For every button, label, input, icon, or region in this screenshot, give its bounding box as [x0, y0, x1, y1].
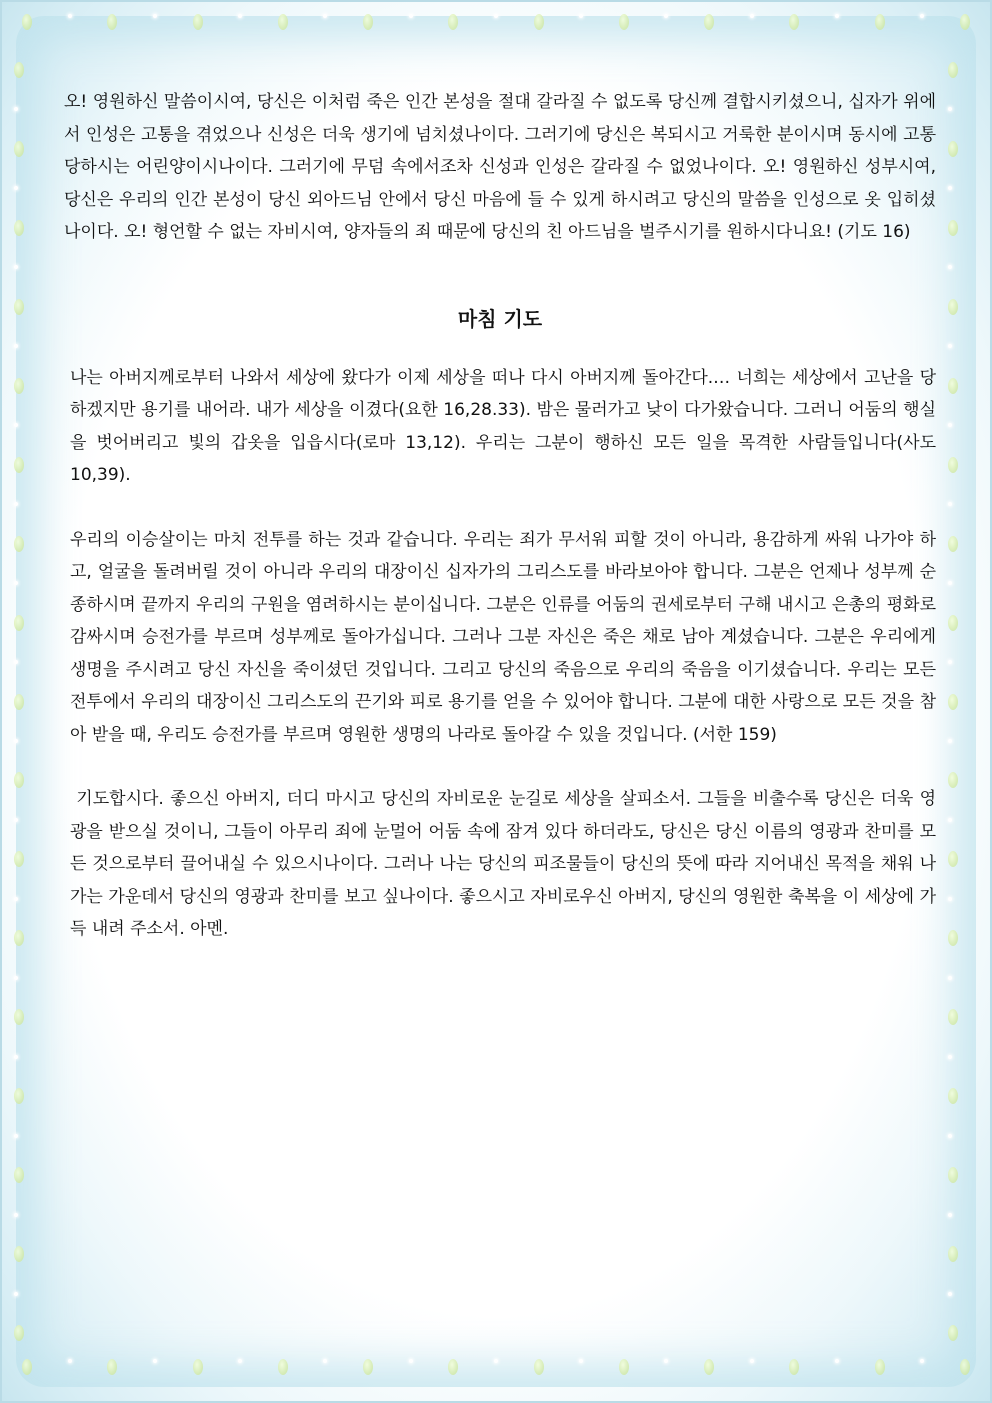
border-dot [789, 1359, 799, 1375]
border-dot [14, 615, 24, 631]
border-dot [948, 772, 958, 788]
border-star [948, 1134, 952, 1138]
border-dot [704, 14, 714, 30]
border-star [750, 1359, 754, 1363]
border-dot [534, 1359, 544, 1375]
border-dot [704, 1359, 714, 1375]
border-star [948, 423, 952, 427]
border-star [835, 1359, 839, 1363]
border-dot [948, 851, 958, 867]
border-star [948, 107, 952, 111]
border-dot [948, 1009, 958, 1025]
border-star [494, 14, 498, 18]
border-star [238, 1359, 242, 1363]
border-star [835, 14, 839, 18]
border-star [664, 1359, 668, 1363]
border-dot [948, 378, 958, 394]
paragraph-spacer [64, 751, 936, 783]
border-dot [193, 14, 203, 30]
border-pattern-right [948, 62, 978, 1341]
border-dot [14, 457, 24, 473]
border-dot [948, 1246, 958, 1262]
border-dot [14, 1009, 24, 1025]
border-dot [948, 930, 958, 946]
border-dot [948, 299, 958, 315]
border-dot [948, 536, 958, 552]
border-dot [948, 457, 958, 473]
border-star [948, 660, 952, 664]
border-dot [875, 14, 885, 30]
border-star [153, 1359, 157, 1363]
border-star [409, 1359, 413, 1363]
border-dot [960, 1359, 970, 1375]
border-dot [448, 1359, 458, 1375]
border-pattern-left [14, 62, 44, 1341]
border-dot [14, 694, 24, 710]
border-star [238, 14, 242, 18]
border-star [579, 14, 583, 18]
border-dot [14, 378, 24, 394]
border-dot [107, 14, 117, 30]
border-star [14, 976, 18, 980]
border-star [14, 739, 18, 743]
border-dot [278, 14, 288, 30]
border-star [948, 502, 952, 506]
border-dot [948, 1088, 958, 1104]
border-star [948, 897, 952, 901]
border-star [409, 14, 413, 18]
border-dot [14, 1246, 24, 1262]
border-star [323, 14, 327, 18]
border-dot [789, 14, 799, 30]
border-star [14, 1292, 18, 1296]
border-dot [948, 220, 958, 236]
border-star [14, 1055, 18, 1059]
border-star [920, 1359, 924, 1363]
border-dot [193, 1359, 203, 1375]
border-star [68, 14, 72, 18]
border-star [14, 1213, 18, 1217]
border-dot [619, 1359, 629, 1375]
border-star [920, 14, 924, 18]
border-star [579, 1359, 583, 1363]
border-star [14, 265, 18, 269]
border-star [68, 1359, 72, 1363]
border-dot [363, 1359, 373, 1375]
letter-paragraph: 우리의 이승살이는 마치 전투를 하는 것과 같습니다. 우리는 죄가 무서워 피할 것이 아니라, 용감하게 싸워 나가야 하고, 얼굴을 돌려버릴 것이 아니라 우리의 대장이신 십자가의 그리스도를 바라보아야 합니다. 그분은 언제나 성부께 순종하시며 끝까지 우리의 구원을 염려하시는 분이십니다. 그분은 인류를 어둠의 권세로부터 구해 내시고 은총의 평화로 감싸시며 승전가를 부르며 성부께로 돌아가십니다. 그러나 그분 자신은 죽은 채로 남아 계셨습니다. 그분은 우리에게 생명을 주시려고 당신 자신을 죽이셨던 것입니다. 그리고 당신의 죽음으로 우리의 죽음을 이기셨습니다. 우리는 모든 전투에서 우리의 대장이신 그리스도의 끈기와 피로 용기를 얻을 수 있어야 합니다. 그분에 대한 사랑으로 모든 것을 참아 받을 때, 우리도 승전가를 부르며 영원한 생명의 나라로 돌아갈 수 있을 것입니다. (서한 159) [70, 529, 936, 745]
border-star [14, 344, 18, 348]
border-dot [14, 62, 24, 78]
border-star [948, 581, 952, 585]
border-star [948, 976, 952, 980]
border-star [948, 344, 952, 348]
border-star [948, 1292, 952, 1296]
border-star [153, 14, 157, 18]
border-dot [948, 694, 958, 710]
border-star [14, 897, 18, 901]
border-star [14, 186, 18, 190]
border-dot [22, 1359, 32, 1375]
border-dot [948, 1325, 958, 1341]
border-dot [14, 536, 24, 552]
border-pattern-bottom [22, 1359, 970, 1389]
border-star [664, 14, 668, 18]
border-dot [14, 772, 24, 788]
section-title: 마침 기도 [457, 306, 543, 331]
border-star [14, 1134, 18, 1138]
border-dot [948, 1167, 958, 1183]
border-star [750, 14, 754, 18]
border-star [14, 818, 18, 822]
border-star [948, 1213, 952, 1217]
border-dot [948, 615, 958, 631]
border-star [948, 739, 952, 743]
border-dot [948, 62, 958, 78]
border-star [14, 502, 18, 506]
paragraph-spacer [64, 492, 936, 524]
border-dot [619, 14, 629, 30]
border-dot [14, 220, 24, 236]
border-dot [14, 141, 24, 157]
border-dot [948, 141, 958, 157]
document-body [64, 86, 936, 946]
border-dot [14, 299, 24, 315]
border-star [14, 660, 18, 664]
border-dot [875, 1359, 885, 1375]
border-pattern-top [22, 14, 970, 44]
border-dot [14, 930, 24, 946]
intro-paragraph: 오! 영원하신 말씀이시여, 당신은 이처럼 죽은 인간 본성을 절대 갈라질 수 없도록 당신께 결합시키셨으니, 십자가 위에서 인성은 고통을 겪었으나 신성은 더욱 생기에 넘치셨나이다. 그러기에 당신은 복되시고 거룩한 분이시며 동시에 고통당하시는 어린양이시나이다. 그러기에 무덤 속에서조차 신성과 인성은 갈라질 수 없었나이다. 오! 영원하신 성부시여, 당신은 우리의 인간 본성이 당신 외아드님 안에서 당신 마음에 들 수 있게 하시려고 당신의 말씀을 인성으로 옷 입히셨나이다. 오! 형언할 수 없는 자비시여, 양자들의 죄 때문에 당신의 친 아드님을 벌주시기를 원하시다니요! (기도 16) [64, 92, 936, 242]
border-dot [534, 14, 544, 30]
border-star [948, 265, 952, 269]
border-star [948, 1055, 952, 1059]
border-dot [14, 1167, 24, 1183]
border-star [14, 423, 18, 427]
border-dot [107, 1359, 117, 1375]
border-dot [960, 14, 970, 30]
border-dot [14, 1088, 24, 1104]
border-star [948, 186, 952, 190]
border-dot [363, 14, 373, 30]
border-star [14, 107, 18, 111]
border-star [948, 818, 952, 822]
prayer-paragraph: 기도합시다. 좋으신 아버지, 더디 마시고 당신의 자비로운 눈길로 세상을 살피소서. 그들을 비출수록 당신은 더욱 영광을 받으실 것이니, 그들이 아무리 죄에 눈멀어 어둠 속에 잠겨 있다 하더라도, 당신은 당신 이름의 영광과 찬미를 모든 것으로부터 끌어내실 수 있으시나이다. 그러나 나는 당신의 피조물들이 당신의 뜻에 따라 지어내신 목적을 채워 나가는 가운데서 당신의 영광과 찬미를 보고 싶나이다. 좋으시고 자비로우신 아버지, 당신의 영원한 축복을 이 세상에 가득 내려 주소서. 아멘. [70, 789, 936, 939]
scripture-paragraph: 나는 아버지께로부터 나와서 세상에 왔다가 이제 세상을 떠나 다시 아버지께 돌아간다.… 너희는 세상에서 고난을 당하겠지만 용기를 내어라. 내가 세상을 이겼다(요한 16,28.33). 밤은 물러가고 낮이 다가왔습니다. 그러니 어둠의 행실을 벗어버리고 빛의 갑옷을 입읍시다(로마 13,12). 우리는 그분이 행하신 모든 일을 목격한 사람들입니다(사도 10,39). [70, 367, 936, 485]
border-dot [278, 1359, 288, 1375]
border-star [14, 581, 18, 585]
border-dot [14, 1325, 24, 1341]
border-star [323, 1359, 327, 1363]
border-dot [14, 851, 24, 867]
border-dot [448, 14, 458, 30]
border-dot [22, 14, 32, 30]
border-star [494, 1359, 498, 1363]
